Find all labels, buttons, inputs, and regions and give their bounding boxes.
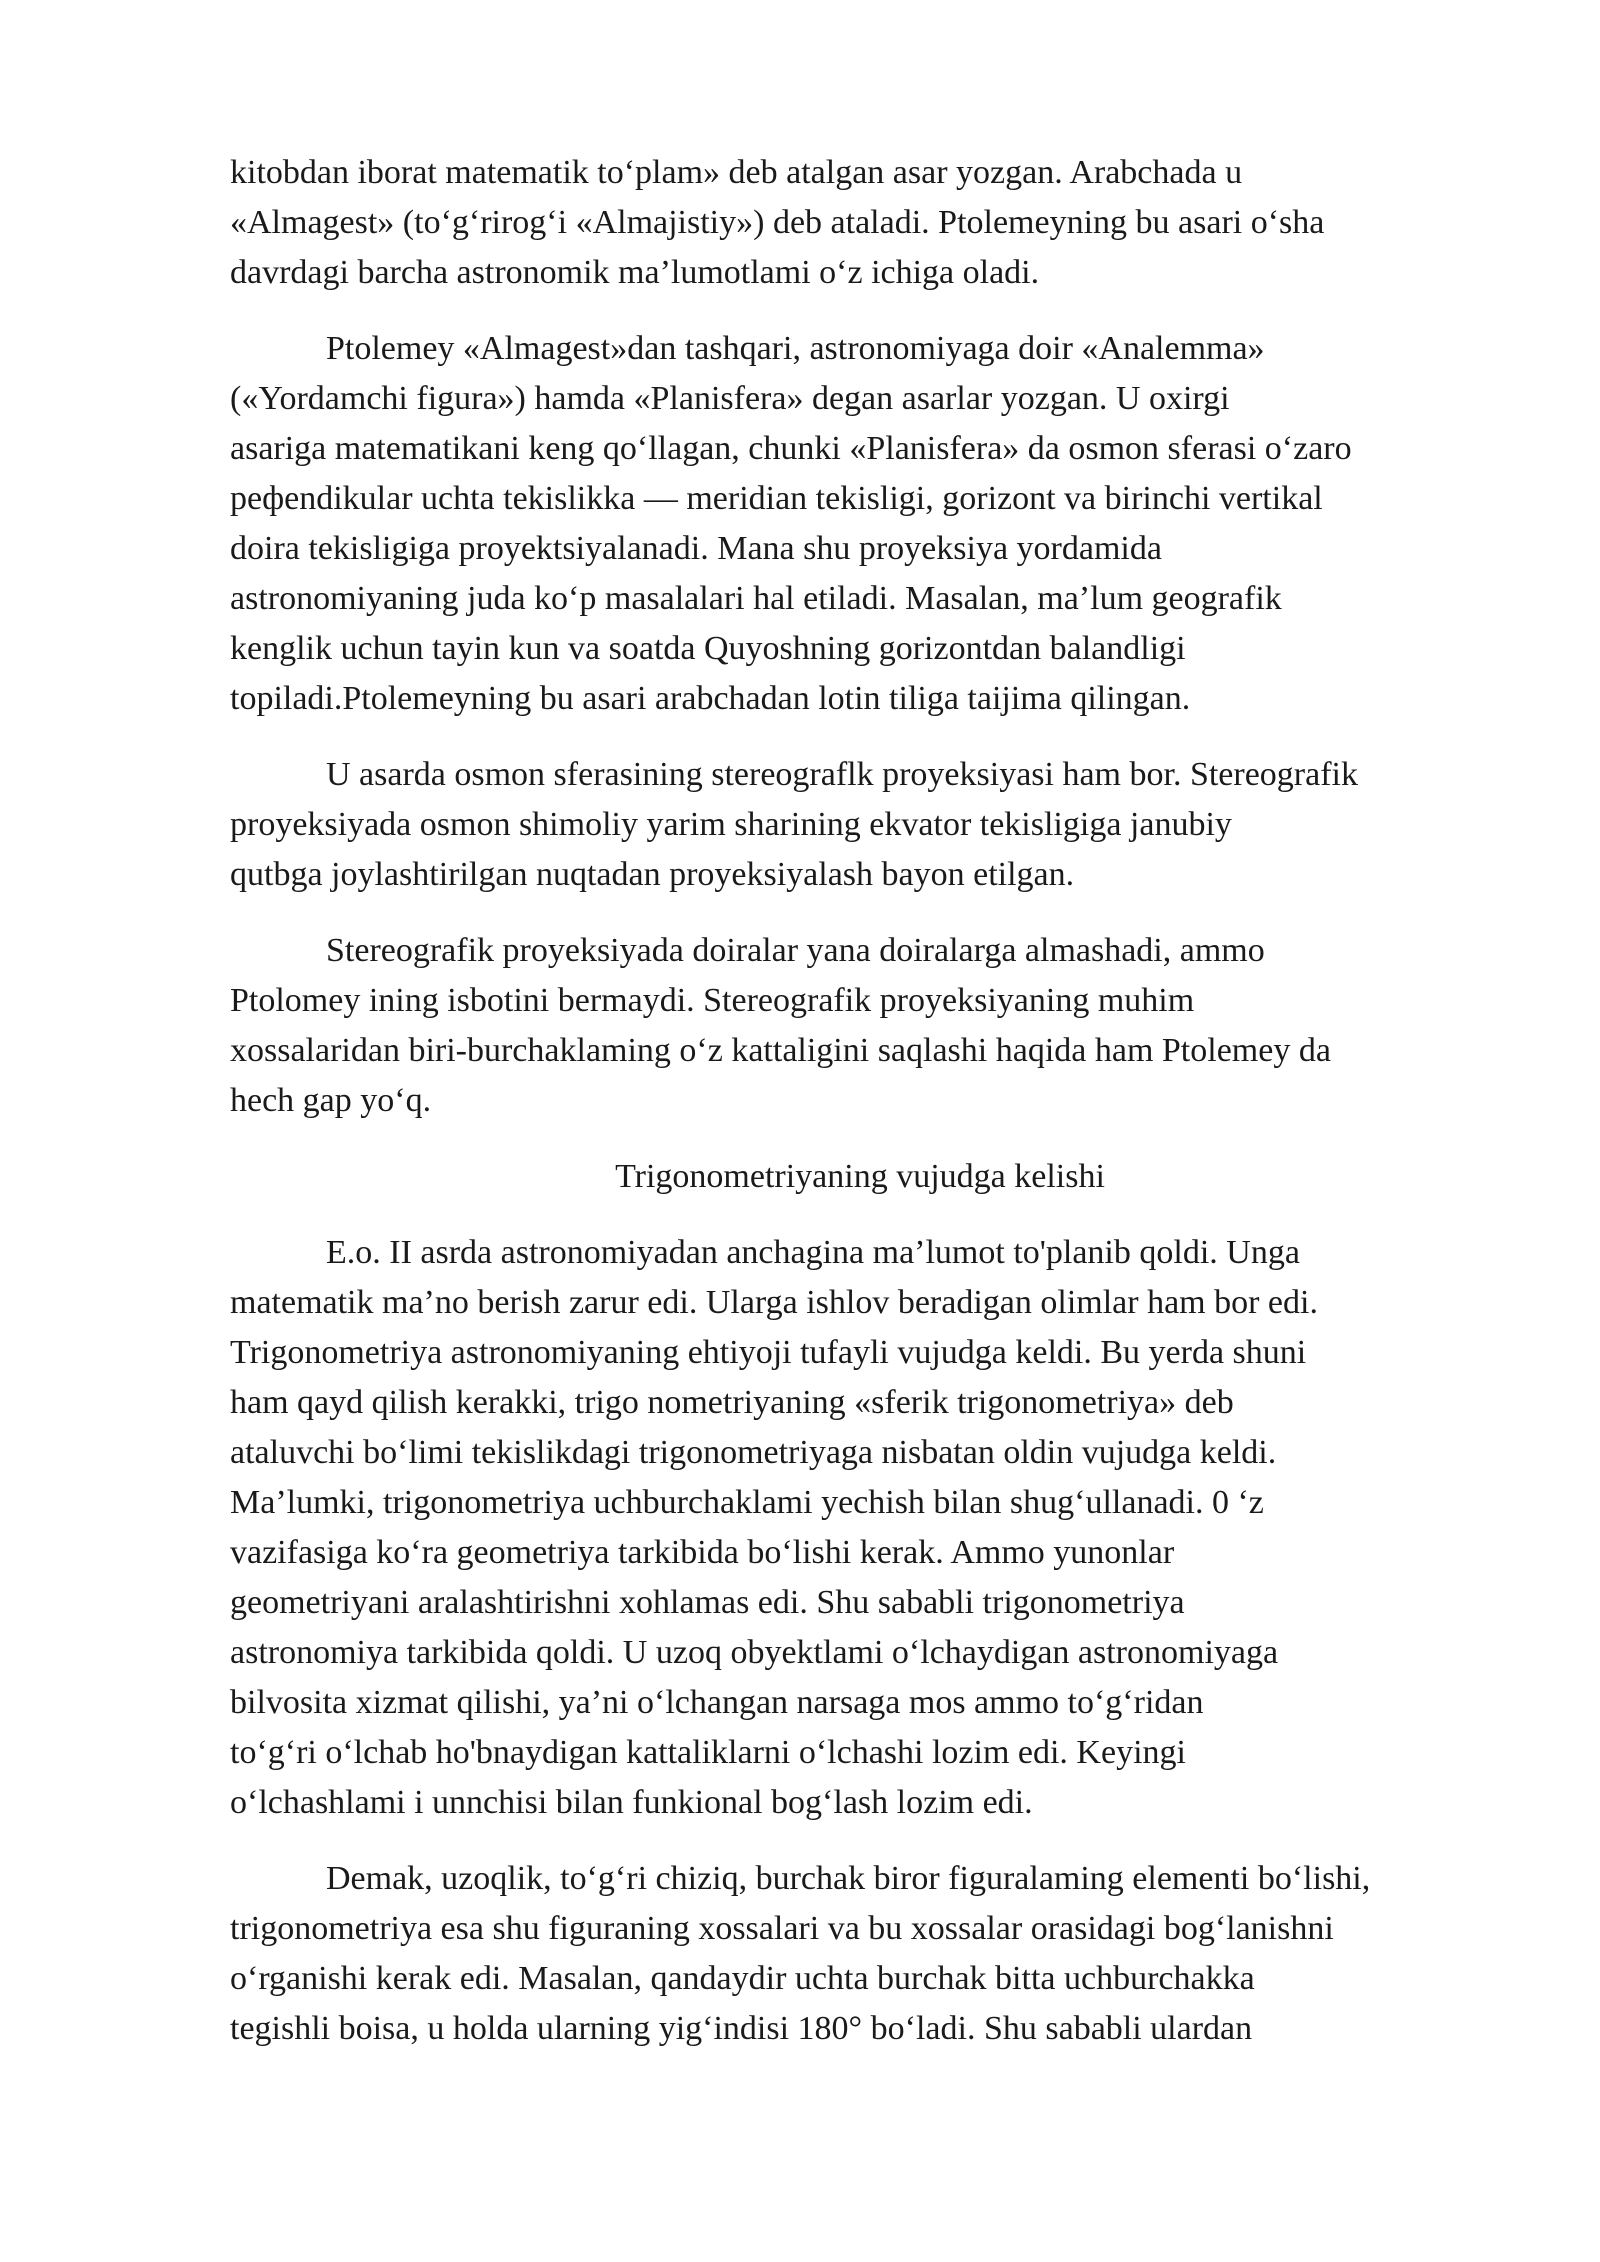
text-line: qutbga joylashtirilgan nuqtadan proyeksiyalash bayon etilgan. — [230, 856, 1075, 893]
section-heading: Trigonometriyaning vujudga kelishi — [615, 1158, 1105, 1195]
text-line: o‘rganishi kerak edi. Masalan, qandaydir uchta burchak bitta uchburchakka — [230, 1960, 1255, 1997]
text-line: ham qayd qilish kerakki, trigo nometriyaning «sferik trigonometriya» deb — [230, 1384, 1234, 1421]
text-line: matematik ma’no berish zarur edi. Ularga ishlov beradigan olimlar ham bor edi. — [230, 1284, 1318, 1321]
text-line: o‘lchashlami i unnchisi bilan funkional bog‘lash lozim edi. — [230, 1784, 1033, 1821]
paragraph-4 — [230, 926, 1490, 1126]
text-line: doira tekisligiga proyektsiyalanadi. Mana shu proyeksiya yordamida — [230, 530, 1162, 567]
text-line: astronomiyaning juda ko‘p masalalari hal etiladi. Masalan, ma’lum geografik — [230, 580, 1282, 617]
paragraph-6 — [230, 1854, 1490, 2054]
text-line-first: Ptolemey «Almagest»dan tashqari, astronomiyaga doir «Analemma» — [326, 330, 1265, 367]
text-line: hech gap yo‘q. — [230, 1082, 432, 1119]
text-line-first: Demak, uzoqlik, to‘g‘ri chiziq, burchak biror figuralaming elementi bo‘lishi, — [326, 1860, 1371, 1897]
text-line: Ma’lumki, trigonometriya uchburchaklami yechish bilan shug‘ullanadi. 0 ‘z — [230, 1484, 1264, 1521]
paragraph-3 — [230, 750, 1490, 900]
text-line: asariga matematikani keng qo‘llagan, chunki «Planisfera» da osmon sferasi o‘zaro — [230, 430, 1352, 467]
text-line: «Almagest» (to‘g‘rirog‘i «Almajistiy») deb ataladi. Ptolemeyning bu asari o‘sha — [230, 204, 1325, 241]
text-line: astronomiya tarkibida qoldi. U uzoq obyektlami o‘lchaydigan astronomiyaga — [230, 1634, 1279, 1671]
text-line: proyeksiyada osmon shimoliy yarim sharining ekvator tekisligiga janubiy — [230, 806, 1232, 843]
text-line: Ptolomey ining isbotini bermaydi. Stereografik proyeksiyaning muhim — [230, 982, 1195, 1019]
paragraph-5 — [230, 1228, 1490, 1828]
text-line: geometriyani aralashtirishni xohlamas edi. Shu sababli trigonometriya — [230, 1584, 1185, 1621]
text-line-first: Stereografik proyeksiyada doiralar yana doiralarga almashadi, ammo — [326, 932, 1265, 969]
text-line: peфendikular uchta tekislikka — meridian tekisligi, gorizont va birinchi vertikal — [230, 480, 1323, 517]
text-line: vazifasiga ko‘ra geometriya tarkibida bo‘lishi kerak. Ammo yunonlar — [230, 1534, 1175, 1571]
text-line: («Yordamchi figura») hamda «Planisfera» degan asarlar yozgan. U oxirgi — [230, 380, 1230, 417]
text-line-first: E.o. II asrda astronomiyadan anchagina ma’lumot to'planib qoldi. Unga — [326, 1234, 1300, 1271]
text-line-first: U asarda osmon sferasining stereograflk proyeksiyasi ham bor. Stereografik — [326, 756, 1358, 793]
text-line: kenglik uchun tayin kun va soatda Quyoshning gorizontdan balandligi — [230, 630, 1186, 667]
paragraph-1 — [230, 148, 1490, 298]
text-line: xossalaridan biri-burchaklaming o‘z kattaligini saqlashi haqida ham Ptolemey da — [230, 1032, 1331, 1069]
paragraph-2 — [230, 324, 1490, 724]
text-line: Trigonometriya astronomiyaning ehtiyoji tufayli vujudga keldi. Bu yerda shuni — [230, 1334, 1307, 1371]
text-line: topiladi.Ptolemeyning bu asari arabchadan lotin tiliga taijima qilingan. — [230, 680, 1191, 717]
text-line: kitobdan iborat matematik to‘plam» deb atalgan asar yozgan. Arabchada u — [230, 154, 1243, 191]
text-line: to‘g‘ri o‘lchab ho'bnaydigan kattaliklarni o‘lchashi lozim edi. Keyingi — [230, 1734, 1186, 1771]
text-line: davrdagi barcha astronomik ma’lumotlami o‘z ichiga oladi. — [230, 254, 1040, 291]
document-body — [230, 148, 1490, 2080]
text-line: bilvosita xizmat qilishi, ya’ni o‘lchangan narsaga mos ammo to‘g‘ridan — [230, 1684, 1204, 1721]
text-line: tegishli boisa, u holda ularning yig‘indisi 180° bo‘ladi. Shu sababli ulardan — [230, 2010, 1253, 2047]
text-line: trigonometriya esa shu figuraning xossalari va bu xossalar orasidagi bog‘lanishni — [230, 1910, 1334, 1947]
text-line: ataluvchi bo‘limi tekislikdagi trigonometriyaga nisbatan oldin vujudga keldi. — [230, 1434, 1277, 1471]
